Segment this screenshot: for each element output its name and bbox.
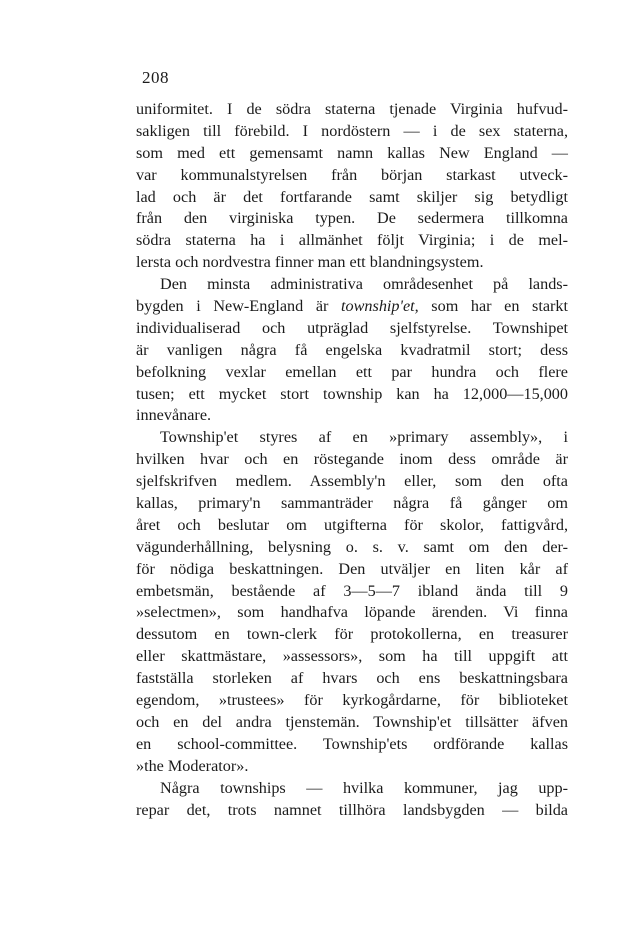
text-line: var kommunalstyrelsen från början starkast utveck- <box>136 165 568 184</box>
text-line: hvilken hvar och en röstegande inom dess område är <box>136 450 568 469</box>
text-line: och en del andra tjenstemän. Township'et tillsätter äfven <box>136 712 568 731</box>
text-line: lersta och nordvestra finner man ett blandningsystem. <box>136 253 484 272</box>
text-line: som med ett gemensamt namn kallas New England — <box>136 143 568 162</box>
text-line: sjelfskrifven medlem. Assembly'n eller, som den ofta <box>136 472 568 491</box>
text-line: året och beslutar om utgifterna för skolor, fattigvård, <box>136 515 568 534</box>
text-line: »the Moderator». <box>136 756 249 775</box>
text-line: från den virginiska typen. De sedermera tillkomna <box>136 209 568 228</box>
text-line: för nödiga beskattningen. Den utväljer en liten kår af <box>136 559 568 578</box>
text-line: eller skattmästare, »assessors», som ha till uppgift att <box>136 647 568 666</box>
text-line: uniformitet. I de södra staterna tjenade Virginia hufvud- <box>136 100 568 118</box>
text-line: sakligen till förebild. I nordöstern — i de sex staterna, <box>136 121 568 140</box>
text-line: kallas, primary'n sammanträder några få gånger om <box>136 494 568 513</box>
body-text <box>136 99 568 821</box>
text-line: Den minsta administrativa områdesenhet på lands- <box>160 275 568 294</box>
text-line: innevånare. <box>136 406 212 425</box>
text-line: Några townships — hvilka kommuner, jag upp- <box>160 778 568 797</box>
text-line: södra staterna ha i allmänhet följt Virginia; i de mel- <box>136 231 568 250</box>
text-segment: som har en starkt <box>418 297 568 316</box>
text-line: befolkning vexlar emellan ett par hundra och flere <box>136 362 568 381</box>
text-line: är vanligen några få engelska kvadratmil stort; dess <box>136 340 568 359</box>
text-line: »selectmen», som handhafva löpande ärenden. Vi finna <box>136 603 568 622</box>
text-line: tusen; ett mycket stort township kan ha 12,000—15,000 <box>136 384 568 403</box>
text-line: fastställa storleken af hvars och ens beskattningsbara <box>136 669 568 688</box>
page-number: 208 <box>142 68 169 87</box>
text-line: embetsmän, bestående af 3—5—7 ibland ända till 9 <box>136 581 568 600</box>
text-line: lad och är det fortfarande samt skiljer sig betydligt <box>136 187 568 206</box>
text-line: vägunderhållning, belysning o. s. v. samt om den der- <box>136 537 568 556</box>
text-line: egendom, »trustees» för kyrkogårdarne, för biblioteket <box>136 691 568 710</box>
text-line: individualiserad och utpräglad sjelfstyrelse. Townshipet <box>136 318 568 337</box>
text-line: Township'et styres af en »primary assembly», i <box>160 428 568 447</box>
text-line: dessutom en town-clerk för protokollerna, en treasurer <box>136 625 568 644</box>
emphasized-term: township'et, <box>341 297 419 316</box>
text-line: repar det, trots namnet tillhöra landsbygden — bilda <box>136 800 568 819</box>
text-line: en school-committee. Township'ets ordförande kallas <box>136 734 568 753</box>
text-line <box>136 296 568 318</box>
text-segment: bygden i New-England är <box>136 297 342 316</box>
